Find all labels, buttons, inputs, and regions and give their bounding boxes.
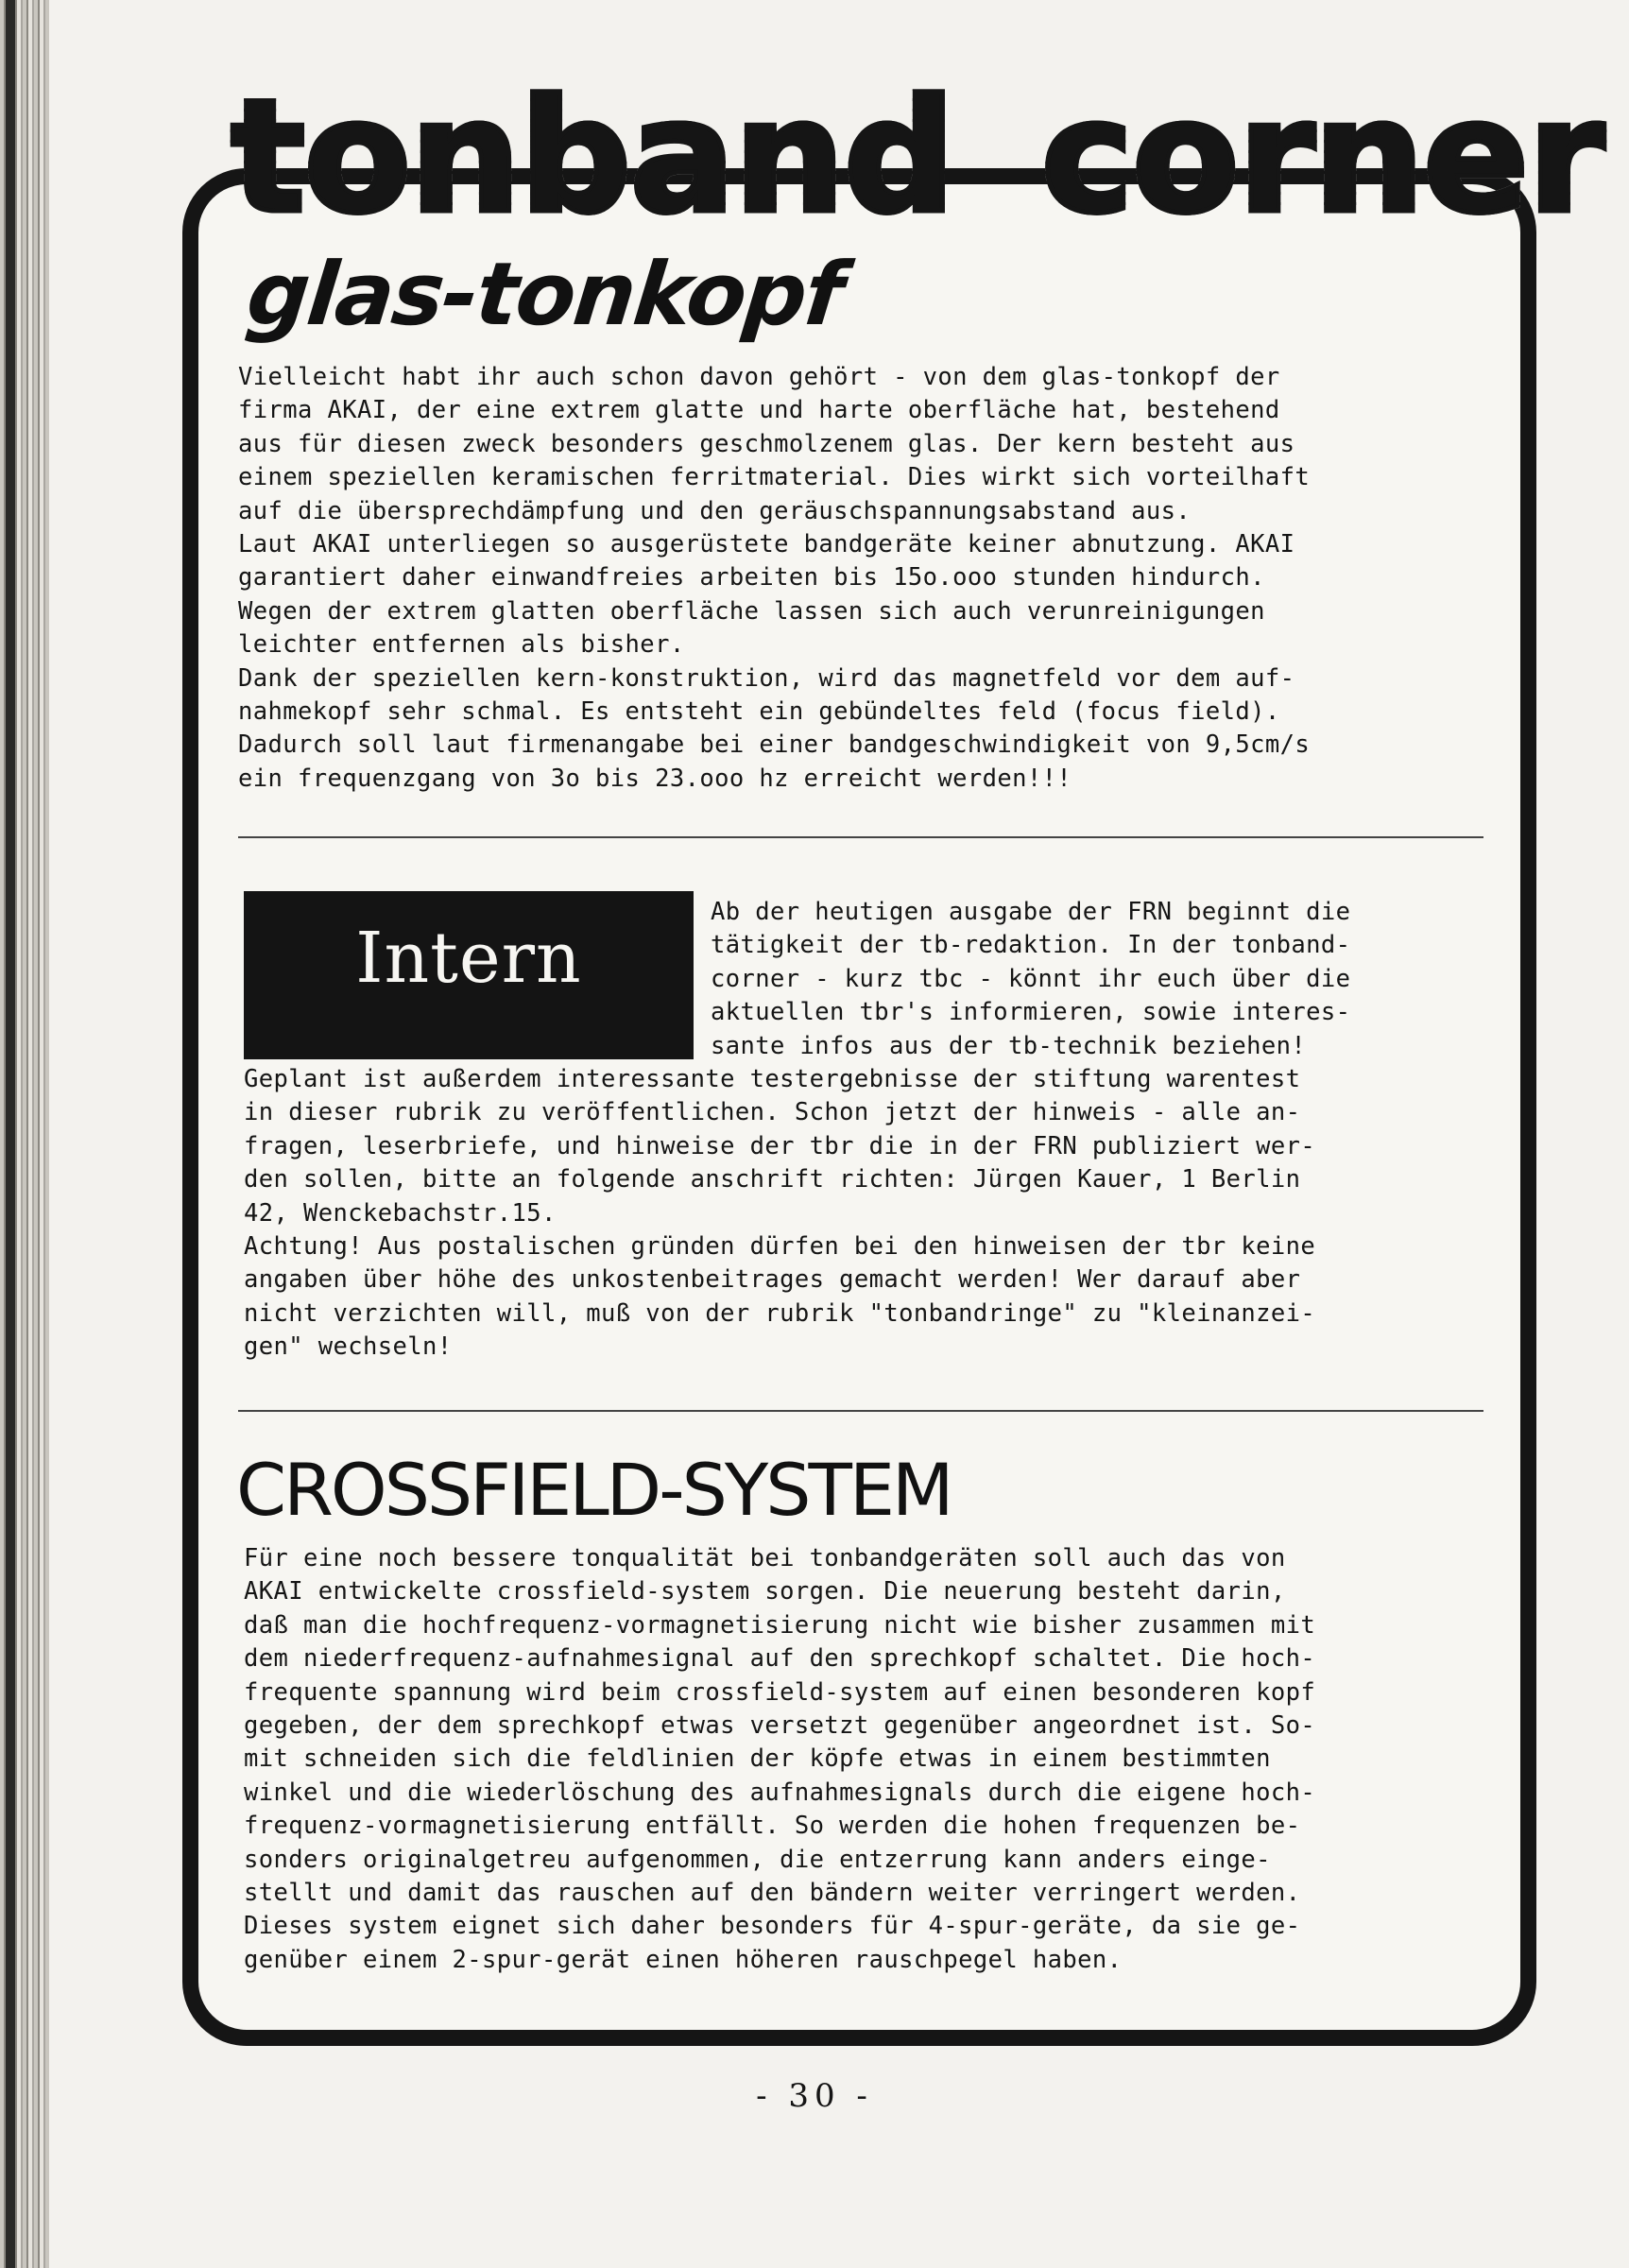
section-divider xyxy=(238,836,1483,838)
crossfield-body: Für eine noch bessere tonqualität bei tonbandgeräten soll auch das von AKAI entwickelte crossfield-system sorgen. Die neuerung besteht darin, daß man die hochfrequenz-vormagnetisierung nicht wie bisher zusammen mit dem niederfrequenz-aufnahmesignal auf den sprechkopf schaltet. Die hoch- frequente spannung wird beim crossfield-system auf einen besonderen kopf gegeben, der dem sprechkopf etwas versetzt gegenüber angeordnet ist. So- mit schneiden sich die feldlinien der köpfe etwas in einem bestimmten winkel und die wiederlöschung des aufnahmesignals durch die eigene hoch- frequenz-vormagnetisierung entfällt. So werden die hohen frequenzen be- sonders originalgetreu aufgenommen, die entzerrung kann anders einge- stellt und damit das rauschen auf den bändern weiter verringert werden. Dieses system eignet sich daher besonders für 4-spur-geräte, da sie ge- genüber einem 2-spur-gerät einen höheren rauschpegel haben. xyxy=(244,1544,1316,1974)
masthead xyxy=(225,47,1603,249)
intern-main-text: Geplant ist außerdem interessante testergebnisse der stiftung warentest in dieser rubrik zu veröffentlichen. Schon jetzt der hinweis - alle an- fragen, leserbriefe, und hinweise der tbr die in der FRN publiziert wer- den sollen, bitte an folgende anschrift richten: Jürgen Kauer, 1 Berlin 42, Wenckebachstr.15. Achtung! Aus postalischen gründen dürfen bei den hinweisen der tbr keine angaben über höhe des unkostenbeitrages gemacht werden! Wer darauf aber nicht verzichten will, muß von der rubrik "tonbandringe" zu "kleinanzei- gen" wechseln! xyxy=(244,1065,1316,1362)
binding-spine xyxy=(0,0,49,2268)
glas-tonkopf-body: Vielleicht habt ihr auch schon davon gehört - von dem glas-tonkopf der firma AKAI, der eine extrem glatte und harte oberfläche hat, bestehend aus für diesen zweck besonders geschmolzenem glas. Der kern besteht aus einem speziellen keramischen ferritmaterial. Dies wirkt sich vorteilhaft auf die übersprechdämpfung und den geräuschspannungsabstand aus. Laut AKAI unterliegen so ausgerüstete bandgeräte keiner abnutzung. AKAI garantiert daher einwandfreies arbeiten bis 15o.ooo stunden hindurch. Wegen der extrem glatten oberfläche lassen sich auch verunreinigungen leichter entfernen als bisher. Dank der speziellen kern-konstruktion, wird das magnetfeld vor dem auf- nahmekopf sehr schmal. Es entsteht ein gebündeltes feld (focus field). Dadurch soll laut firmenangabe bei einer bandgeschwindigkeit von 9,5cm/s ein frequenzgang von 3o bis 23.ooo hz erreicht werden!!! xyxy=(238,363,1311,793)
intern-side-text: Ab der heutigen ausgabe der FRN beginnt die tätigkeit der tb-redaktion. In der tonband- corner - kurz tbc - könnt ihr euch über die aktuellen tbr's informieren, sowie interes- sante infos aus der tb-technik beziehen! xyxy=(711,898,1351,1060)
intern-label: Intern xyxy=(355,918,582,999)
masthead-word-corner: corner xyxy=(1035,79,1608,236)
intern-label-box xyxy=(244,891,694,1059)
masthead-word-tonband: tonband xyxy=(225,79,959,236)
crossfield-title: CROSSFIELD-SYSTEM xyxy=(236,1448,952,1532)
page-number: - 30 - xyxy=(756,2077,873,2115)
section-divider xyxy=(238,1410,1483,1412)
glas-tonkopf-title: glas-tonkopf xyxy=(242,244,847,345)
